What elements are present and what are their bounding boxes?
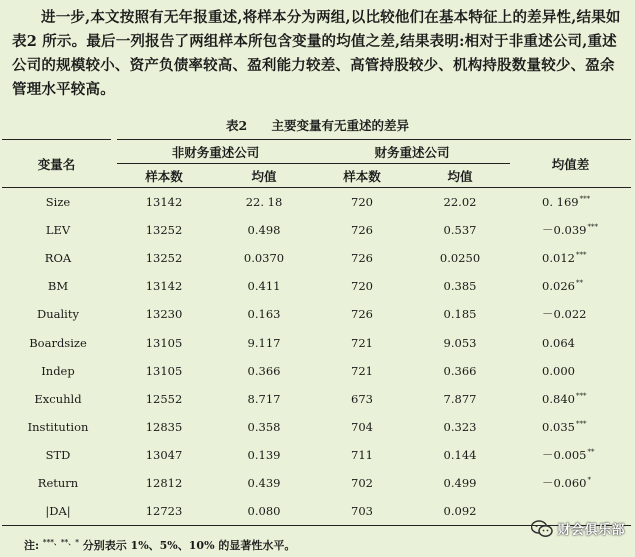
table-row xyxy=(2,413,631,441)
comparison-table xyxy=(2,139,631,526)
cell-n-restatement: 721 xyxy=(351,335,373,350)
cell-mean-restatement: 22.02 xyxy=(443,194,477,209)
cell-n-restatement: 721 xyxy=(351,363,373,378)
cell-mean-diff xyxy=(510,216,631,244)
diff-value: 0.035 xyxy=(542,420,575,435)
table-row xyxy=(2,244,631,272)
header-mean-diff: 均值差 xyxy=(551,156,590,172)
cell-mean-restatement: 0.0250 xyxy=(439,250,481,265)
cell-mean-diff xyxy=(510,328,631,356)
significance-stars: *** xyxy=(575,391,587,400)
cell-mean-diff xyxy=(510,385,631,413)
cell-n-restatement: 702 xyxy=(351,476,373,491)
table-caption xyxy=(0,116,635,134)
table-row xyxy=(2,328,631,356)
watermark xyxy=(531,519,625,538)
cell-mean-diff xyxy=(510,300,631,328)
header-group-non-restatement: 非财务重述公司 xyxy=(114,140,314,164)
significance-stars: *** xyxy=(575,420,587,429)
cell-n-non-restatement: 13105 xyxy=(145,363,183,378)
intro-text: 进一步,本文按照有无年报重述,将样本分为两组,以比较他们在基本特征上的差异性,结果如表2 所示。最后一列报告了两组样本所包含变量的均值之差,结果表明:相对于非重述公司,重述公司的规模较小、资产负债率较高、盈利能力较差、高管持股较少、机构持股数量较少、盈余管理水平较高。 xyxy=(12,9,621,98)
significance-stars: ** xyxy=(575,279,583,288)
cell-variable: BM xyxy=(47,279,69,294)
header-mean-a: 均值 xyxy=(251,168,277,184)
cell-mean-diff xyxy=(510,441,631,469)
cell-mean-restatement: 0.144 xyxy=(443,448,477,463)
table-note xyxy=(24,537,295,553)
table-row xyxy=(2,300,631,328)
note-label: 注: xyxy=(24,539,40,552)
cell-mean-non-restatement: 0.358 xyxy=(247,420,281,435)
cell-n-non-restatement: 12723 xyxy=(145,504,183,519)
diff-value: －0.022 xyxy=(542,307,587,322)
cell-n-non-restatement: 13230 xyxy=(145,307,183,322)
cell-mean-diff xyxy=(510,188,631,216)
cell-mean-restatement: 7.877 xyxy=(443,391,477,406)
cell-variable: Boardsize xyxy=(29,335,87,350)
cell-mean-non-restatement: 8.717 xyxy=(247,391,281,406)
header-mean-b: 均值 xyxy=(447,168,473,184)
diff-value: －0.039 xyxy=(542,222,587,237)
diff-value: －0.060 xyxy=(542,476,587,491)
cell-mean-non-restatement: 22. 18 xyxy=(245,194,283,209)
cell-mean-restatement: 0.185 xyxy=(443,307,477,322)
cell-variable: Excuhld xyxy=(34,391,82,406)
cell-n-restatement: 704 xyxy=(351,420,373,435)
intro-paragraph xyxy=(12,6,626,102)
cell-variable: LEV xyxy=(45,222,71,237)
significance-stars: *** xyxy=(579,194,591,203)
cell-mean-restatement: 0.385 xyxy=(443,279,477,294)
diff-value: 0.840 xyxy=(542,391,575,406)
note-stars: ***、**、* xyxy=(42,537,79,547)
cell-mean-non-restatement: 0.498 xyxy=(247,222,281,237)
header-var-name: 变量名 xyxy=(37,156,76,172)
cell-n-non-restatement: 13142 xyxy=(145,194,183,209)
cell-variable: ROA xyxy=(44,250,72,265)
cell-mean-restatement: 0.366 xyxy=(443,363,477,378)
diff-value: －0.005 xyxy=(542,448,587,463)
watermark-text: 财会俱乐部 xyxy=(557,523,625,538)
cell-variable: Return xyxy=(37,476,79,491)
cell-n-non-restatement: 12552 xyxy=(145,391,183,406)
significance-stars: * xyxy=(587,476,591,485)
cell-mean-restatement: 0.323 xyxy=(443,420,477,435)
cell-variable: STD xyxy=(45,448,71,463)
table-row xyxy=(2,188,631,216)
cell-n-non-restatement: 13142 xyxy=(145,279,183,294)
table-row xyxy=(2,441,631,469)
cell-variable: Duality xyxy=(37,307,79,322)
table-number: 表2 xyxy=(225,118,248,133)
diff-value: 0.012 xyxy=(542,250,575,265)
diff-value: 0.064 xyxy=(542,335,575,350)
cell-mean-restatement: 0.092 xyxy=(443,504,477,519)
cell-mean-restatement: 9.053 xyxy=(443,335,477,350)
cell-n-non-restatement: 12812 xyxy=(145,476,183,491)
table-row xyxy=(2,272,631,300)
cell-variable: Size xyxy=(45,194,71,209)
cell-n-non-restatement: 13252 xyxy=(145,222,183,237)
cell-mean-non-restatement: 0.139 xyxy=(247,448,281,463)
cell-n-non-restatement: 13047 xyxy=(145,448,183,463)
note-text: 分别表示 1%、5%、10% 的显著性水平。 xyxy=(82,539,296,552)
significance-stars: *** xyxy=(587,222,598,231)
significance-stars: *** xyxy=(575,250,587,259)
cell-mean-non-restatement: 9.117 xyxy=(247,335,281,350)
cell-mean-diff xyxy=(510,469,631,497)
header-n-a: 样本数 xyxy=(145,168,183,184)
cell-mean-non-restatement: 0.366 xyxy=(247,363,281,378)
cell-mean-non-restatement: 0.411 xyxy=(247,279,281,294)
diff-value: 0.026 xyxy=(542,279,575,294)
diff-value: 0.000 xyxy=(542,363,575,378)
cell-n-restatement: 726 xyxy=(351,307,373,322)
cell-mean-restatement: 0.537 xyxy=(443,222,477,237)
cell-mean-non-restatement: 0.163 xyxy=(247,307,281,322)
cell-n-restatement: 720 xyxy=(351,279,373,294)
table-row xyxy=(2,385,631,413)
header-group-restatement: 财务重述公司 xyxy=(314,140,510,164)
cell-mean-diff xyxy=(510,413,631,441)
header-n-b: 样本数 xyxy=(343,168,381,184)
cell-variable: |DA| xyxy=(45,504,71,519)
cell-mean-diff xyxy=(510,357,631,385)
table-title: 主要变量有无重述的差异 xyxy=(271,118,410,133)
cell-mean-non-restatement: 0.080 xyxy=(247,504,281,519)
cell-n-restatement: 673 xyxy=(351,391,373,406)
cell-mean-restatement: 0.499 xyxy=(443,476,477,491)
cell-n-non-restatement: 13105 xyxy=(145,335,183,350)
cell-mean-non-restatement: 0.0370 xyxy=(243,250,285,265)
cell-variable: Institution xyxy=(27,420,89,435)
cell-n-restatement: 726 xyxy=(351,250,373,265)
table-row xyxy=(2,216,631,244)
cell-n-restatement: 703 xyxy=(351,504,373,519)
cell-n-non-restatement: 13252 xyxy=(145,250,183,265)
significance-stars: ** xyxy=(587,448,595,457)
table-row xyxy=(2,469,631,497)
table-row xyxy=(2,357,631,385)
diff-value: 0. 169 xyxy=(542,194,579,209)
cell-mean-diff xyxy=(510,244,631,272)
cell-n-non-restatement: 12835 xyxy=(145,420,183,435)
cell-n-restatement: 711 xyxy=(351,448,373,463)
cell-n-restatement: 726 xyxy=(351,222,373,237)
cell-n-restatement: 720 xyxy=(351,194,373,209)
wechat-icon xyxy=(531,520,553,538)
cell-variable: Indep xyxy=(41,363,75,378)
cell-mean-diff xyxy=(510,272,631,300)
cell-mean-non-restatement: 0.439 xyxy=(247,476,281,491)
